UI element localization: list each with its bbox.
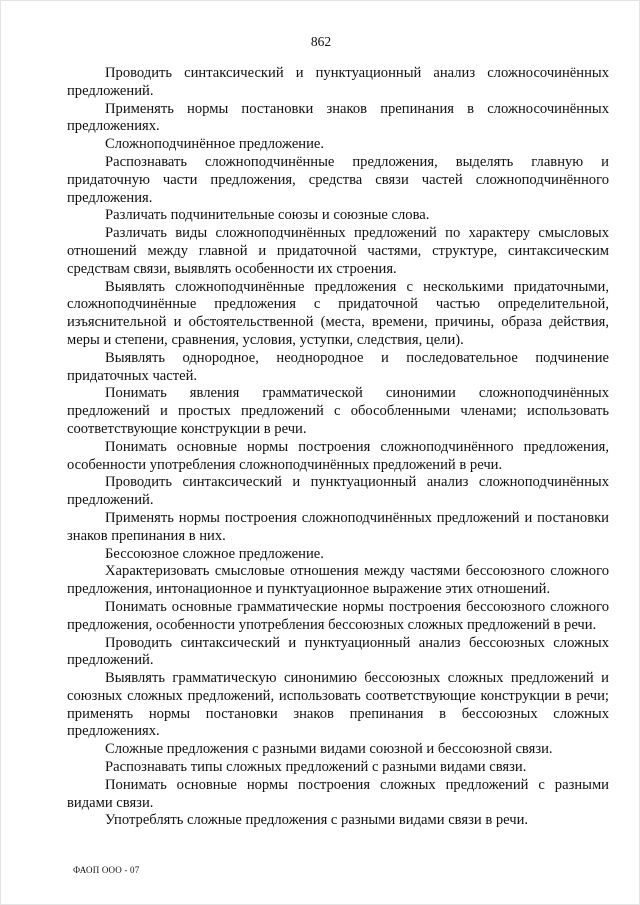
section-heading: Сложные предложения с разными видами союзной и бессоюзной связи. [105,741,553,758]
paragraph: Проводить синтаксический и пунктуационный анализ сложносочинённых предложений. [67,65,609,99]
section-heading: Бессоюзное сложное предложение. [105,545,324,562]
section-heading: Сложноподчинённое предложение. [105,136,325,153]
paragraph: Выявлять грамматическую синонимию бессоюзных сложных предложений и союзных сложных предложений, использовать соответствующие конструкции в речи; применять нормы постановки знаков препинания в бессоюзных сложных предложениях. [67,670,609,740]
page-body [67,65,609,830]
document-footer-code: ФАОП ООО - 07 [73,865,140,875]
page-number: 862 [310,34,332,49]
paragraph: Распознавать типы сложных предложений с разными видами связи. [105,759,527,776]
paragraph: Понимать основные нормы построения сложных предложений с разными видами связи. [67,776,609,811]
paragraph: Проводить синтаксический и пунктуационный анализ сложноподчинённых предложений. [67,474,609,509]
paragraph: Понимать основные нормы построения сложноподчинённого предложения, особенности употребления сложноподчинённых предложений в речи. [67,438,609,473]
paragraph: Распознавать сложноподчинённые предложения, выделять главную и придаточную части предложения, средства связи частей сложноподчинённого предложения. [67,153,609,206]
paragraph: Понимать явления грамматической синонимии сложноподчинённых предложений и простых предложений с обособленными членами; использовать соответствующие конструкции в речи. [67,385,609,437]
paragraph: Различать виды сложноподчинённых предложений по характеру смысловых отношений между главной и придаточной частями, структуре, синтаксическим средствам связи, выявлять особенности их строения. [67,225,609,277]
paragraph: Выявлять однородное, неоднородное и последовательное подчинение придаточных частей. [67,349,609,384]
paragraph: Употреблять сложные предложения с разными видами связи в речи. [105,812,529,829]
paragraph: Выявлять сложноподчинённые предложения с несколькими придаточными, сложноподчинённые предложения с придаточной частью определительной, изъяснительной и обстоятельственной (места, времени, причины, образа действия, меры и степени, сравнения, условия, уступки, следствия, цели). [67,278,609,348]
paragraph: Характеризовать смысловые отношения между частями бессоюзного сложного предложения, интонационное и пунктуационное выражение этих отношений. [67,563,609,598]
paragraph: Применять нормы постановки знаков препинания в сложносочинённых предложениях. [67,100,609,135]
paragraph: Понимать основные грамматические нормы построения бессоюзного сложного предложения, особенности употребления бессоюзных сложных предложений в речи. [67,598,609,633]
paragraph: Применять нормы построения сложноподчинённых предложений и постановки знаков препинания в них. [67,509,609,544]
paragraph: Различать подчинительные союзы и союзные слова. [105,207,430,224]
paragraph: Проводить синтаксический и пунктуационный анализ бессоюзных сложных предложений. [67,634,609,669]
